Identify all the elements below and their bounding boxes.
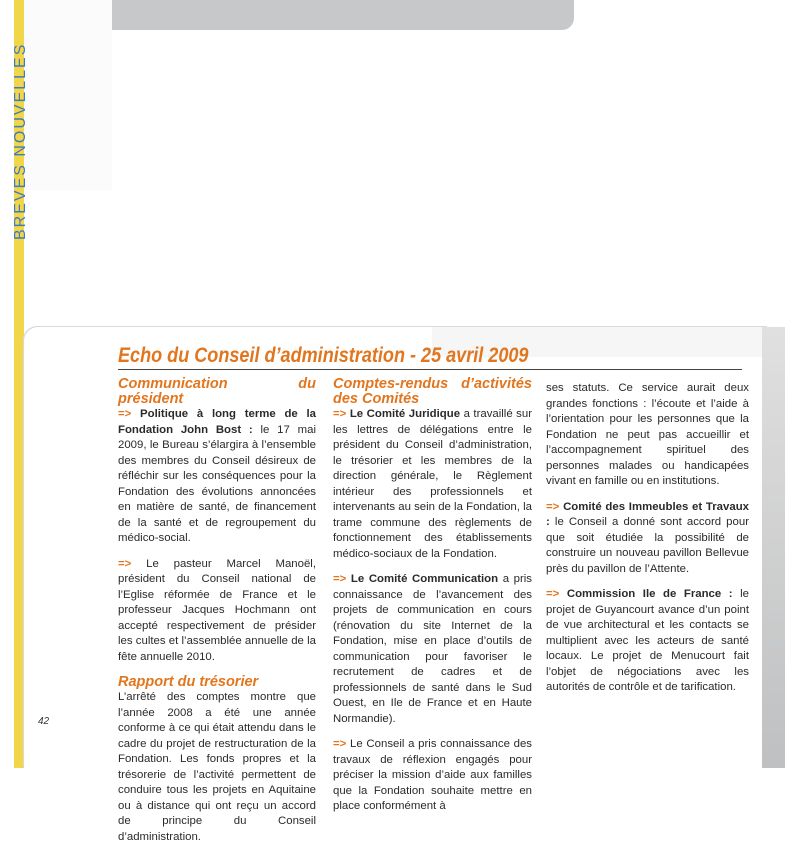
paragraph-politique	[118, 407, 316, 547]
column-2	[333, 377, 532, 825]
paragraph-text: Le Conseil a pris connaissance des travaux de réflexion engagés pour préciser la mission d’aide aux familles que la Fondation souhaite mettre en place conformément à	[333, 738, 532, 812]
bold-lead: Comité des Immeubles et Travaux :	[546, 500, 749, 528]
paragraph-text: le 17 mai 2009, le Bureau s’élargira à l’ensemble des membres du Conseil désireux de réfléchir sur les conséquences pour la Fondation des évolutions annoncées en matière de santé, de financement de la santé et de regroupement du médico-social.	[118, 423, 316, 544]
left-light-panel	[24, 0, 112, 190]
paragraph-tresorier: L’arrêté des comptes montre que l’année 2008 a été une année conforme à ce qui était attendu dans le cadre du projet de restructuration de la Fondation. Les fonds propres et la trésorerie de l’activité permettent de conduire tous les projets en Aquitaine ou à distance qui ont reçu un accord de principe du Conseil d’administration.	[118, 691, 316, 843]
bold-lead: Le Comité Juridique	[349, 408, 461, 420]
article-headline: Echo du Conseil d’administration - 25 avril 2009	[118, 344, 529, 367]
heading-comptes-rendus: Comptes-rendus d’activités des Comités	[333, 376, 532, 407]
arrow-icon: =>	[546, 500, 560, 513]
paragraph-aide-familles	[333, 737, 532, 815]
paragraph-text: Le pasteur Marcel Manoël, président du Conseil national de l’Eglise réformée de France et le professeur Jacques Hochmann ont accepté respectivement de présider les cultes et l’assemblée annuelle de la fête annuelle 2010.	[118, 557, 316, 663]
arrow-icon: =>	[118, 557, 132, 570]
paragraph-commission-idf	[546, 587, 749, 696]
paragraph-text: a pris connaissance de l’avancement des projets de communication en cours (rénovation du site Internet de la Fondation, mise en place d’outils de communication pour favoriser le recrutement de cadres et de professionnels de santé dans le Sud Ouest, en Ile de France et en Haute Normandie).	[333, 573, 532, 725]
paragraph-text: a travaillé sur les lettres de délégations entre le président du Conseil d’administration, le trésorier et les membres de la direction générale, le Règlement intérieur des professionnels et intervenants au sein de la Fondation, la trame commune des règlements de fonctionnement des établissements médico-sociaux de la Fondation.	[333, 408, 533, 560]
paragraph-comite-immeubles	[546, 500, 749, 578]
paragraph-text: le Conseil a donné sont accord pour que soit étudiée la possibilité de construire un nouveau pavillon Bellevue près du pavillon de l’Attente.	[546, 516, 749, 575]
page-edge-shadow	[762, 327, 785, 768]
headline-divider	[118, 369, 742, 370]
arrow-icon: =>	[333, 738, 347, 750]
arrow-icon: =>	[118, 408, 132, 420]
column-3	[546, 381, 749, 706]
arrow-icon: =>	[333, 573, 347, 585]
paragraph-statuts: ses statuts. Ce service aurait deux grandes fonctions : l’écoute et l’aide à l’orientation pour les personnes que la Fondation ne peut pas accueillir et l’accompagnement spirituel des personnes malades ou handicapées vivant en famille ou en institutions.	[546, 382, 749, 487]
column-1	[118, 377, 316, 855]
heading-rapport-tresorier: Rapport du trésorier	[118, 674, 259, 690]
paragraph-pasteur	[118, 557, 316, 666]
bold-lead: Commission Ile de France :	[566, 588, 733, 600]
paragraph-comite-juridique	[333, 407, 532, 562]
page-number: 42	[38, 716, 50, 727]
arrow-icon: =>	[333, 408, 347, 420]
section-side-title: BREVES NOUVELLES	[12, 42, 29, 240]
paragraph-comite-communication	[333, 572, 532, 727]
arrow-icon: =>	[546, 588, 560, 600]
heading-communication-president: Communication du président	[118, 376, 316, 407]
paragraph-text: le projet de Guyancourt avance d’un point de vue architectural et les contacts se multiplient avec les acteurs de santé locaux. Le projet de Menucourt fait l’objet de négociations avec les autorités de contrôle et de tarification.	[546, 588, 750, 693]
bold-lead: Politique à long terme de la Fondation John Bost :	[118, 408, 316, 436]
bold-lead: Le Comité Communication	[350, 573, 499, 585]
